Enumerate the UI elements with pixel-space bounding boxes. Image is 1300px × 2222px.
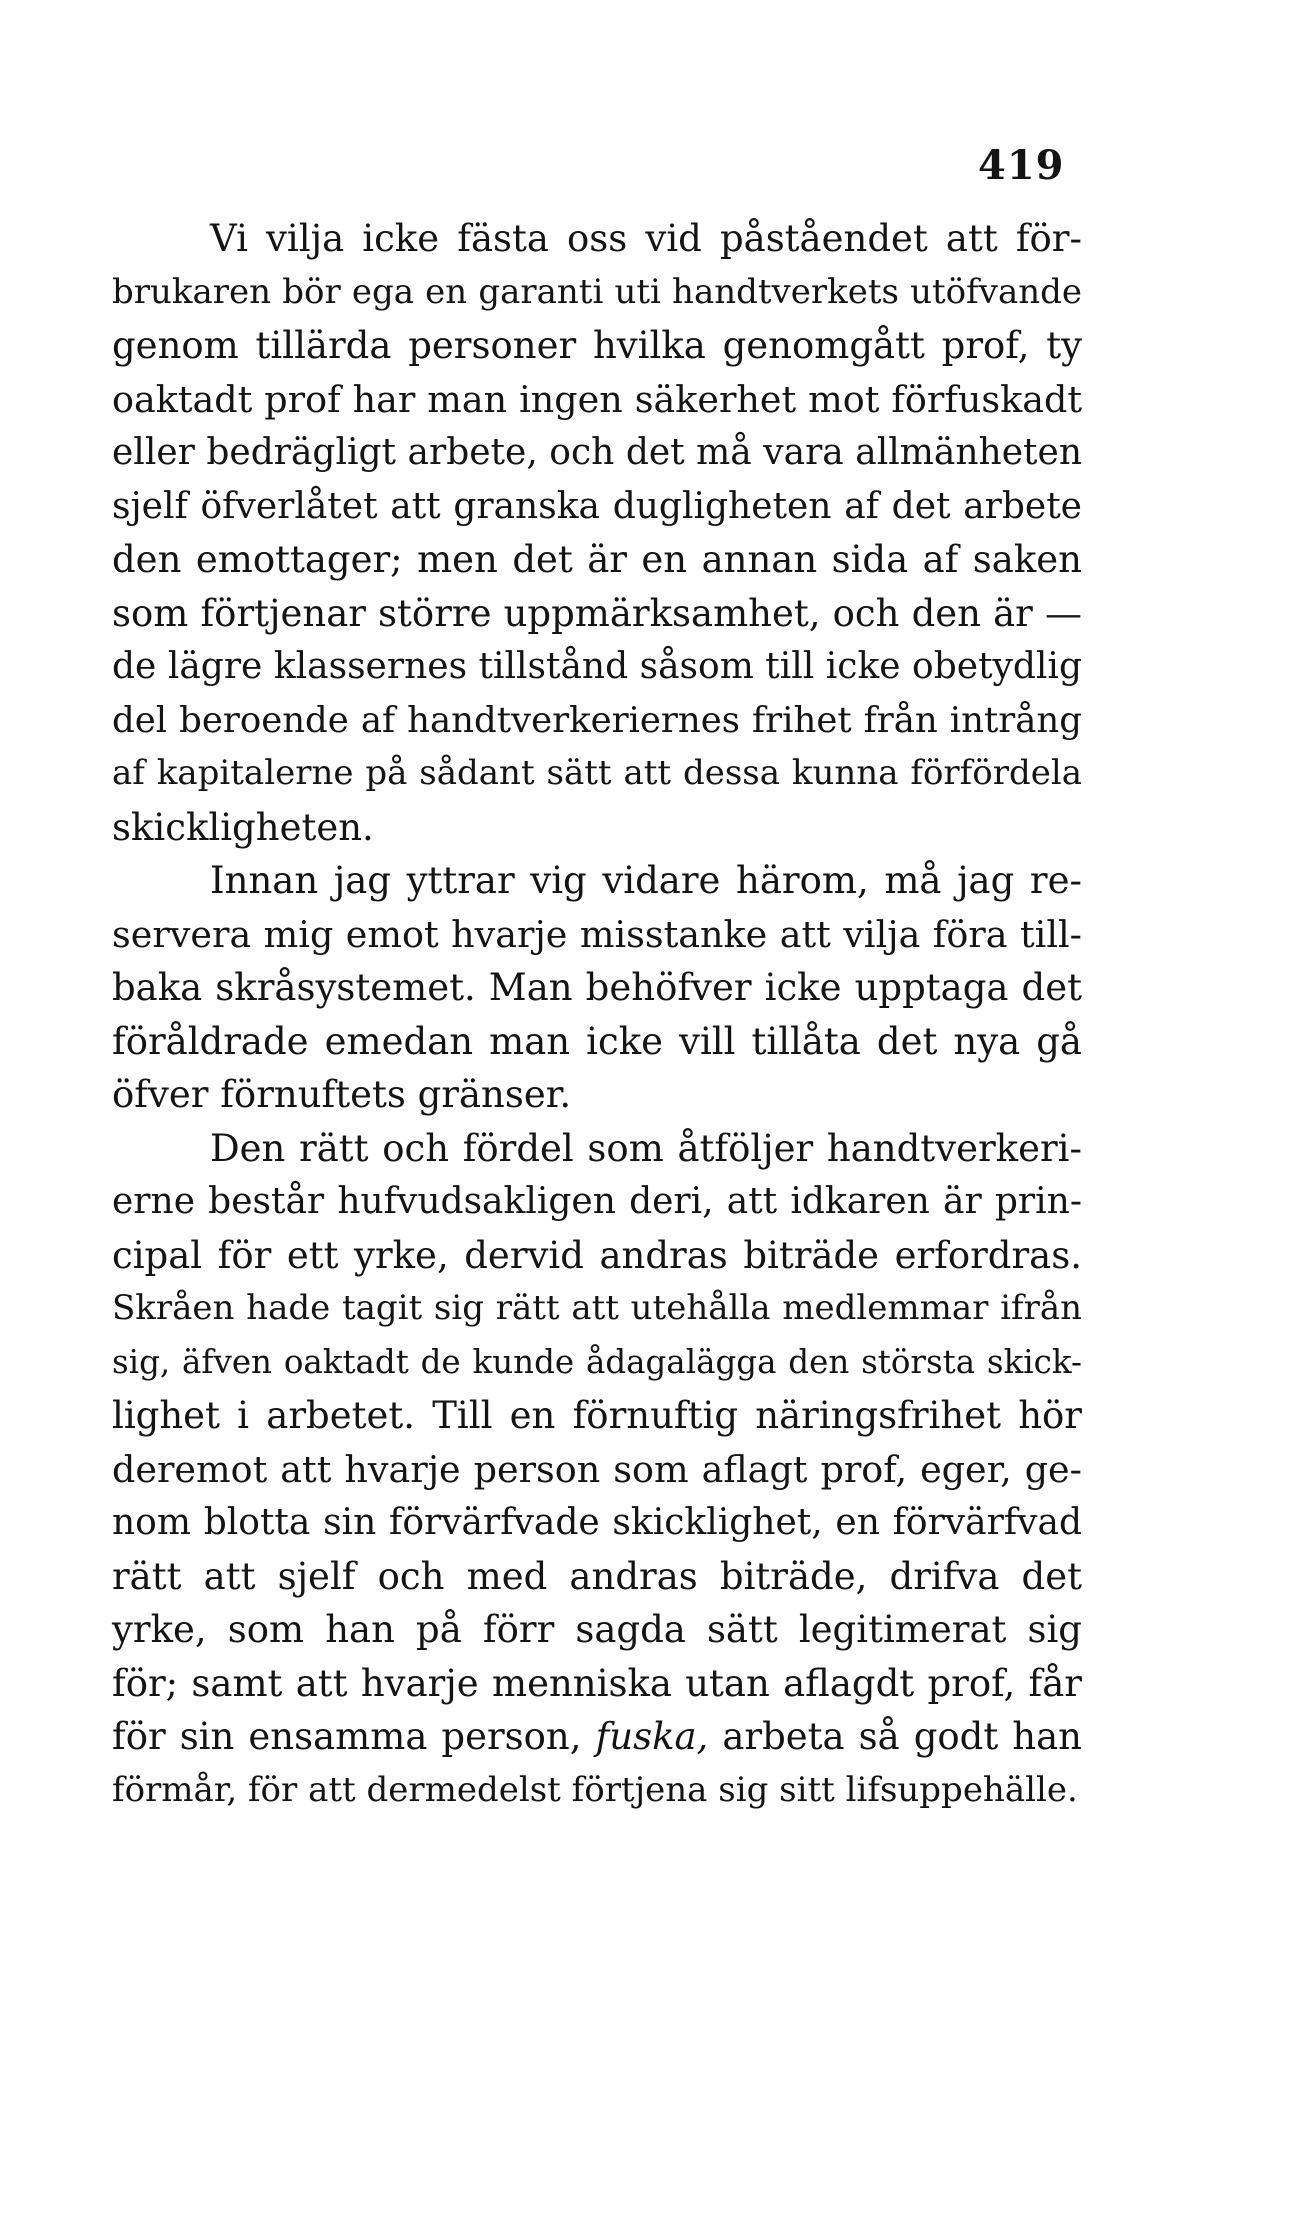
text-line: del beroende af handtverkeriernes frihet från intrång [112,699,1082,741]
text-line: deremot att hvarje person som aflagt prof, eger, ge- [112,1447,1082,1491]
text-line: öfver förnuftets gränser. [112,1073,572,1116]
text-line: genom tillärda personer hvilka genomgått prof, ty [112,324,1082,367]
text-line: baka skråsystemet. Man behöfver icke upptaga det [112,966,1082,1009]
text-line: Innan jag yttrar vig vidare härom, må jag re- [210,859,1082,902]
page-number: 419 [978,142,1065,189]
text-line: för; samt att hvarje menniska utan aflagdt prof, får [112,1661,1082,1705]
text-line: lighet i arbetet. Till en förnuftig näringsfrihet hör [112,1394,1082,1437]
text-line: Vi vilja icke fästa oss vid påståendet att för- [210,217,1082,260]
italic-word: fuska, [595,1715,709,1758]
text-line: servera mig emot hvarje misstanke att vilja föra till- [112,912,1082,956]
text-line: eller bedrägligt arbete, och det må vara allmänheten [112,432,1082,473]
text-line: yrke, som han på förr sagda sätt legitimerat sig [112,1608,1082,1651]
text-line: förmår, för att dermedelst förtjena sig sitt lifsuppehälle. [112,1769,1078,1810]
text-line: cipal för ett yrke, dervid andras biträde erfordras. [112,1233,1082,1277]
text-line: Skråen hade tagit sig rätt att utehålla medlemmar ifrån [112,1288,1082,1328]
text-line: nom blotta sin förvärfvade skicklighet, en förvärfvad [112,1502,1082,1543]
text-line: sig, äfven oaktadt de kunde ådagalägga den största skick- [112,1342,1082,1381]
text-line: de lägre klassernes tillstånd såsom till icke obetydlig [112,646,1082,687]
text-line: sjelf öfverlåtet att granska dugligheten af det arbete [112,485,1082,527]
text-line: erne består hufvudsakligen deri, att idkaren är prin- [112,1181,1082,1222]
text-line: den emottager; men det är en annan sida af saken [112,538,1082,581]
text-segment: för sin ensamma person, [112,1715,596,1758]
text-line: oaktadt prof har man ingen säkerhet mot förfuskadt [112,377,1082,421]
text-line: som förtjenar större uppmärksamhet, och den är — [112,591,1082,635]
text-line: af kapitalerne på sådant sätt att dessa kunna förfördela [112,753,1082,793]
text-line [112,1710,1082,1764]
text-line: brukaren bör ega en garanti uti handtverkets utöfvande [112,271,1082,312]
text-line: skickligheten. [112,805,374,849]
text-line: föråldrade emedan man icke vill tillåta det nya gå [112,1019,1082,1063]
body-text [112,212,1082,1817]
text-line: rätt att sjelf och med andras biträde, drifva det [112,1554,1082,1598]
text-line: Den rätt och fördel som åtföljer handtverkeri- [210,1126,1082,1170]
text-segment: arbeta så godt han [708,1715,1082,1758]
